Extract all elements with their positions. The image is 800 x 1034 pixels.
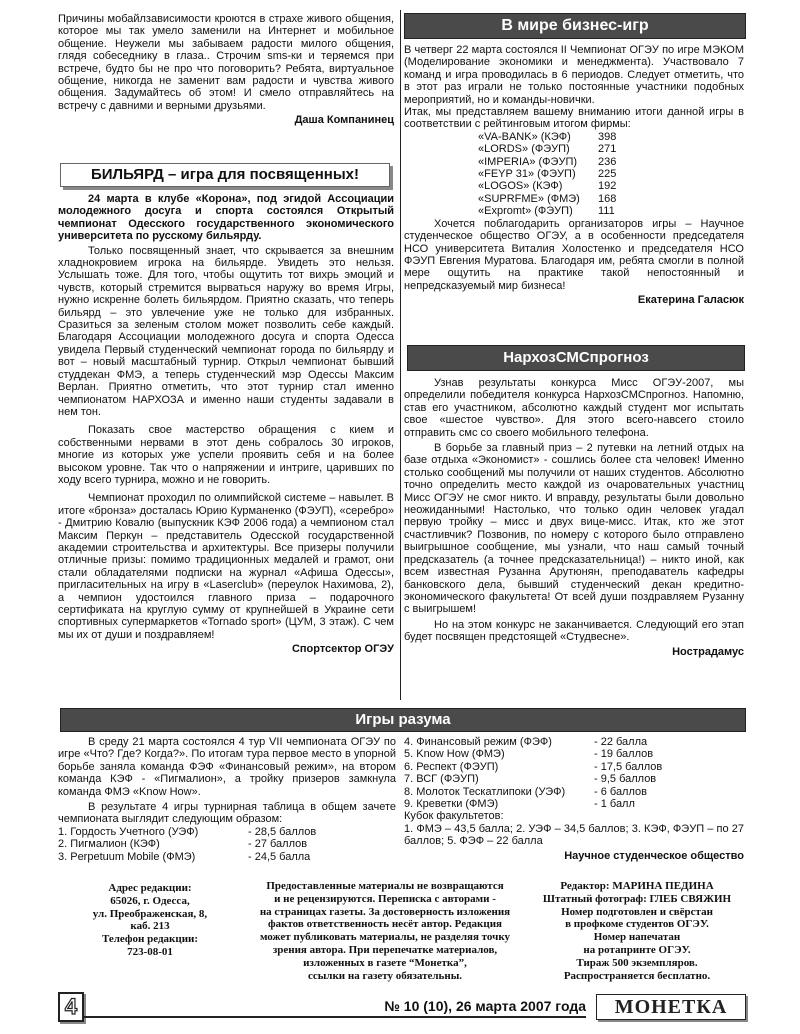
business-author: Екатерина Галасюк	[637, 294, 744, 307]
business-paragraph: Итак, мы представляем вашему вниманию итоги данной игры в соответствии с рейтинговым итогом фирмы:	[404, 106, 744, 131]
sms-title: НархозСМСпрогноз	[503, 349, 649, 366]
business-title: В мире бизнес-игр	[501, 17, 649, 34]
page-number-box	[58, 992, 84, 1022]
intro-paragraph: Причины мобайлзависимости кроются в страхе живого общения, которое мы так умело заменили на Интернет и мобильное общение. Неужели мы забываем радости милого общения, глядя собеседнику в глаза.. Строчим sms-ки и теряемся при встрече, будто бы не про что поговорить? Ребята, виртуальное общение, никогда не заменит вам радости и чувства живого общения. Задумайтесь об этом! И смело отправляйтесь на встречу с давними и верными друзьями.	[58, 13, 394, 112]
mind-table-left	[58, 826, 396, 863]
editorial-staff: Редактор: МАРИНА ПЕДИНА Штатный фотограф: ГЛЕБ СВЯЖИН Номер подготовлен и свёрстан в профкоме студентов ОГЭУ. Номер напечатан на ротапринте ОГЭУ. Тираж 500 экземпляров. Распространяется бесплатно.	[542, 880, 732, 982]
issue-info: № 10 (10), 26 марта 2007 года	[384, 998, 586, 1014]
table-row: 3. Perpetuum Mobile (ФМЭ) - 24,5 балла	[58, 850, 311, 863]
sms-paragraph: Узнав результаты конкурса Мисс ОГЭУ-2007, мы определили победителя конкурса НархозСМСпрогноз. Напомню, став его участником, абсолютно каждый студент мог испытать свое «шестое чувство». Для этого всего-навсего стоило отправить смс со своего мобильного телефона.	[404, 377, 744, 439]
billiards-paragraph: Только посвященный знает, что скрывается за внешним хладнокровием игрока на бильярде. Увидеть это нельзя. Услышать тоже. Для того, чтобы ощутить тот вихрь эмоций и чувств, который стремится вырваться наружу во время Игры, нужно искренне болеть бильярдом. Приятно сказать, что теперь бильярд – это увлечение уже не только для избранных. Сразиться за зеленым столом может позволить себе каждый. Благодаря Ассоциации молодежного досуга и спорта Одесса увидела Первый студенческий чемпионат города по бильярду и вот – новый масштабный турнир. Открыл чемпионат бывший студдекан ФМЭ, а теперь студенческий мэр Одессы Максим Верлан. Приятно отметить, что этот турнир стал именно чемпионатом НАРХОЗА и именно наши студенты задавали в нем тон.	[58, 244, 394, 418]
business-closing: Хочется поблагодарить организаторов игры – Научное студенческое общество ОГЭУ, а в особенности председателя НСО университета Виталия Холостенко и председателя НСО ФЭУП Евгения Муратова. Благодаря им, ребята смогли в полной мере ощутить на практике такой непостоянный и непредсказуемый мир бизнеса!	[404, 217, 744, 292]
column-divider	[400, 10, 401, 700]
billiards-lead: 24 марта в клубе «Корона», под эгидой Ассоциации молодежного досуга и спорта состоялся Открытый чемпионат Одесского государственного экономического университета по русскому бильярду.	[58, 193, 394, 243]
mind-right-column	[404, 736, 744, 862]
table-row: 9. Креветки (ФМЭ) - 1 балл	[404, 798, 635, 811]
ranking-row: «LOGOS» (КЭФ) 192	[478, 180, 617, 193]
table-row: 5. Know How (ФМЭ) - 19 баллов	[404, 748, 654, 761]
billiards-article	[58, 193, 394, 656]
masthead-title: МОНЕТКА	[614, 996, 728, 1018]
ranking-row: «SUPRFME» (ФМЭ) 168	[478, 192, 617, 205]
billiards-banner	[60, 163, 390, 187]
page-number: 4	[64, 994, 78, 1019]
business-article	[404, 44, 744, 307]
editorial-address: Адрес редакции: 65026, г. Одесса, ул. Преображенская, 8, каб. 213 Телефон редакции: 723-08-01	[92, 882, 208, 958]
sms-banner	[407, 345, 745, 371]
footer-rule	[82, 1016, 586, 1018]
mind-table-right	[404, 736, 744, 810]
billiards-author: Спортсектор ОГЭУ	[291, 643, 394, 656]
business-paragraph: В четверг 22 марта состоялся II Чемпионат ОГЭУ по игре МЭКОМ (Моделирование экономики и менеджмента). Участвовало 7 команд и игра проводилась в 6 периодов. Следует отметить, что в этот раз играли не только постоянные участники подобных мероприятий, но и команды-новички.	[404, 44, 744, 106]
billiards-paragraph: Чемпионат проходил по олимпийской системе – навылет. В итоге «бронза» досталась Юрию Курманенко (ФЭУП), «серебро» - Дмитрию Ковалю (выпускник КЭФ 2006 года) а чемпионом стал Максим Перкун – представитель Одесской государственной академии строительства и архитектуры. Все призеры получили отличные призы: помимо традиционных медалей и грамот, они стали обладателями подписки на журнал «Афиша Одессы», пригласительных на игру в «Laserclub» (переулок Нахимова, 2), а чемпион удостоился главного приза – подарочного сертификата на круглую сумму от крупнейшей в Украине сети спортивных супермаркетов «Tornado sport» (ЦУМ, 3 этаж). С чем мы их от души и поздравляем!	[58, 492, 394, 641]
table-row: 4. Финансовый режим (ФЭФ) - 22 балла	[404, 736, 648, 748]
ranking-row: «IMPERIA» (ФЭУП) 236	[478, 155, 617, 168]
mind-title: Игры разума	[355, 711, 451, 728]
cup-title: Кубок факультетов:	[404, 810, 504, 823]
table-row: 2. Пигмалион (КЭФ) - 27 баллов	[58, 838, 308, 851]
cup-results: 1. ФМЭ – 43,5 балла; 2. УЭФ – 34,5 баллов; 3. КЭФ, ФЭУП – по 27 баллов; 5. ФЭФ – 22 балла	[404, 822, 744, 848]
masthead-logo	[596, 994, 746, 1020]
billiards-paragraph: Показать свое мастерство обращения с кием и собственными нервами в этот день собралось 30 игроков, многие из которых уже успели проявить себя и на более высоком уровне. Так что о напряжении и интриге, царивших по ходу всего турнира, можно и не говорить.	[58, 424, 394, 486]
mind-banner	[60, 708, 746, 732]
ranking-row: «FEYP 31» (ФЭУП) 225	[478, 168, 617, 181]
mind-left-column	[58, 736, 396, 863]
table-row: 6. Респект (ФЭУП) - 17,5 баллов	[404, 760, 663, 773]
mind-table-lead: В результате 4 игры турнирная таблица в общем зачете чемпионата выглядит следующим образом:	[58, 801, 396, 826]
ranking-row: «VA-BANK» (КЭФ) 398	[478, 130, 617, 143]
mind-author: Научное студенческое общество	[564, 849, 744, 862]
billiards-title: БИЛЬЯРД – игра для посвященных!	[90, 166, 360, 183]
business-ranking	[404, 131, 744, 218]
table-row: 7. ВСГ (ФЭУП) - 9,5 баллов	[404, 773, 657, 786]
left-column	[58, 13, 394, 127]
table-row: 8. Молоток Тескатлипоки (УЭФ) - 6 баллов	[404, 785, 647, 798]
business-banner	[404, 13, 746, 39]
mind-intro: В среду 21 марта состоялся 4 тур VII чемпионата ОГЭУ по игре «Что? Где? Когда?». По итогам тура первое место в упорной борьбе заняла команда ФЭФ «Финансовый режим», на втором команда КЭФ - «Пигмалион», а тройку призеров замкнула команда ФМЭ «Know How».	[58, 736, 396, 798]
sms-paragraph: В борьбе за главный приз – 2 путевки на летний отдых на базе отдыха «Экономист» - сошлись более ста человек! Именно столько сообщений мы получили от наших студентов. Абсолютно точно определить место каждой из очаровательных участниц Мисс ОГЭУ не смог никто. И вправду, результаты были довольно неожиданными! Настолько, что только один человек угадал первую тройку – мисс и двух вице-мисс. Итак, кто же этот счастливчик? Позвонив, по номеру с которого было отправлено выигрышное сообщение, мы узнали, что наш самый точный предсказатель (а точнее предсказательница!) – никто иной, как всем известная Рузанна Арутюнян, преподаватель кафедры банковского дела, бывший студенческий декан кредитно-экономического факультета! От всей души поздравляем Рузанну с выигрышем!	[404, 442, 744, 616]
ranking-row: «LORDS» (ФЭУП) 271	[478, 143, 617, 156]
sms-paragraph: Но на этом конкурс не заканчивается. Следующий его этап будет посвящен предстоящей «Студвесне».	[404, 618, 744, 644]
table-row: 1. Гордость Учетного (УЭФ) - 28,5 баллов	[58, 825, 317, 838]
ranking-row: «Expromt» (ФЭУП) 111	[478, 205, 615, 218]
intro-author: Даша Компанинец	[294, 114, 394, 127]
editorial-notice: Предоставленные материалы не возвращаются и не рецензируются. Переписка с авторами - на страницах газеты. За достоверность изложения фактов ответственность несёт автор. Редакция может публиковать материалы, не разделяя точку зрения автора. При перепечатке материалов, изложенных в газете “Монетка”, ссылки на газету обязательны.	[259, 880, 511, 982]
sms-author: Нострадамус	[672, 645, 744, 658]
sms-article	[404, 377, 744, 658]
